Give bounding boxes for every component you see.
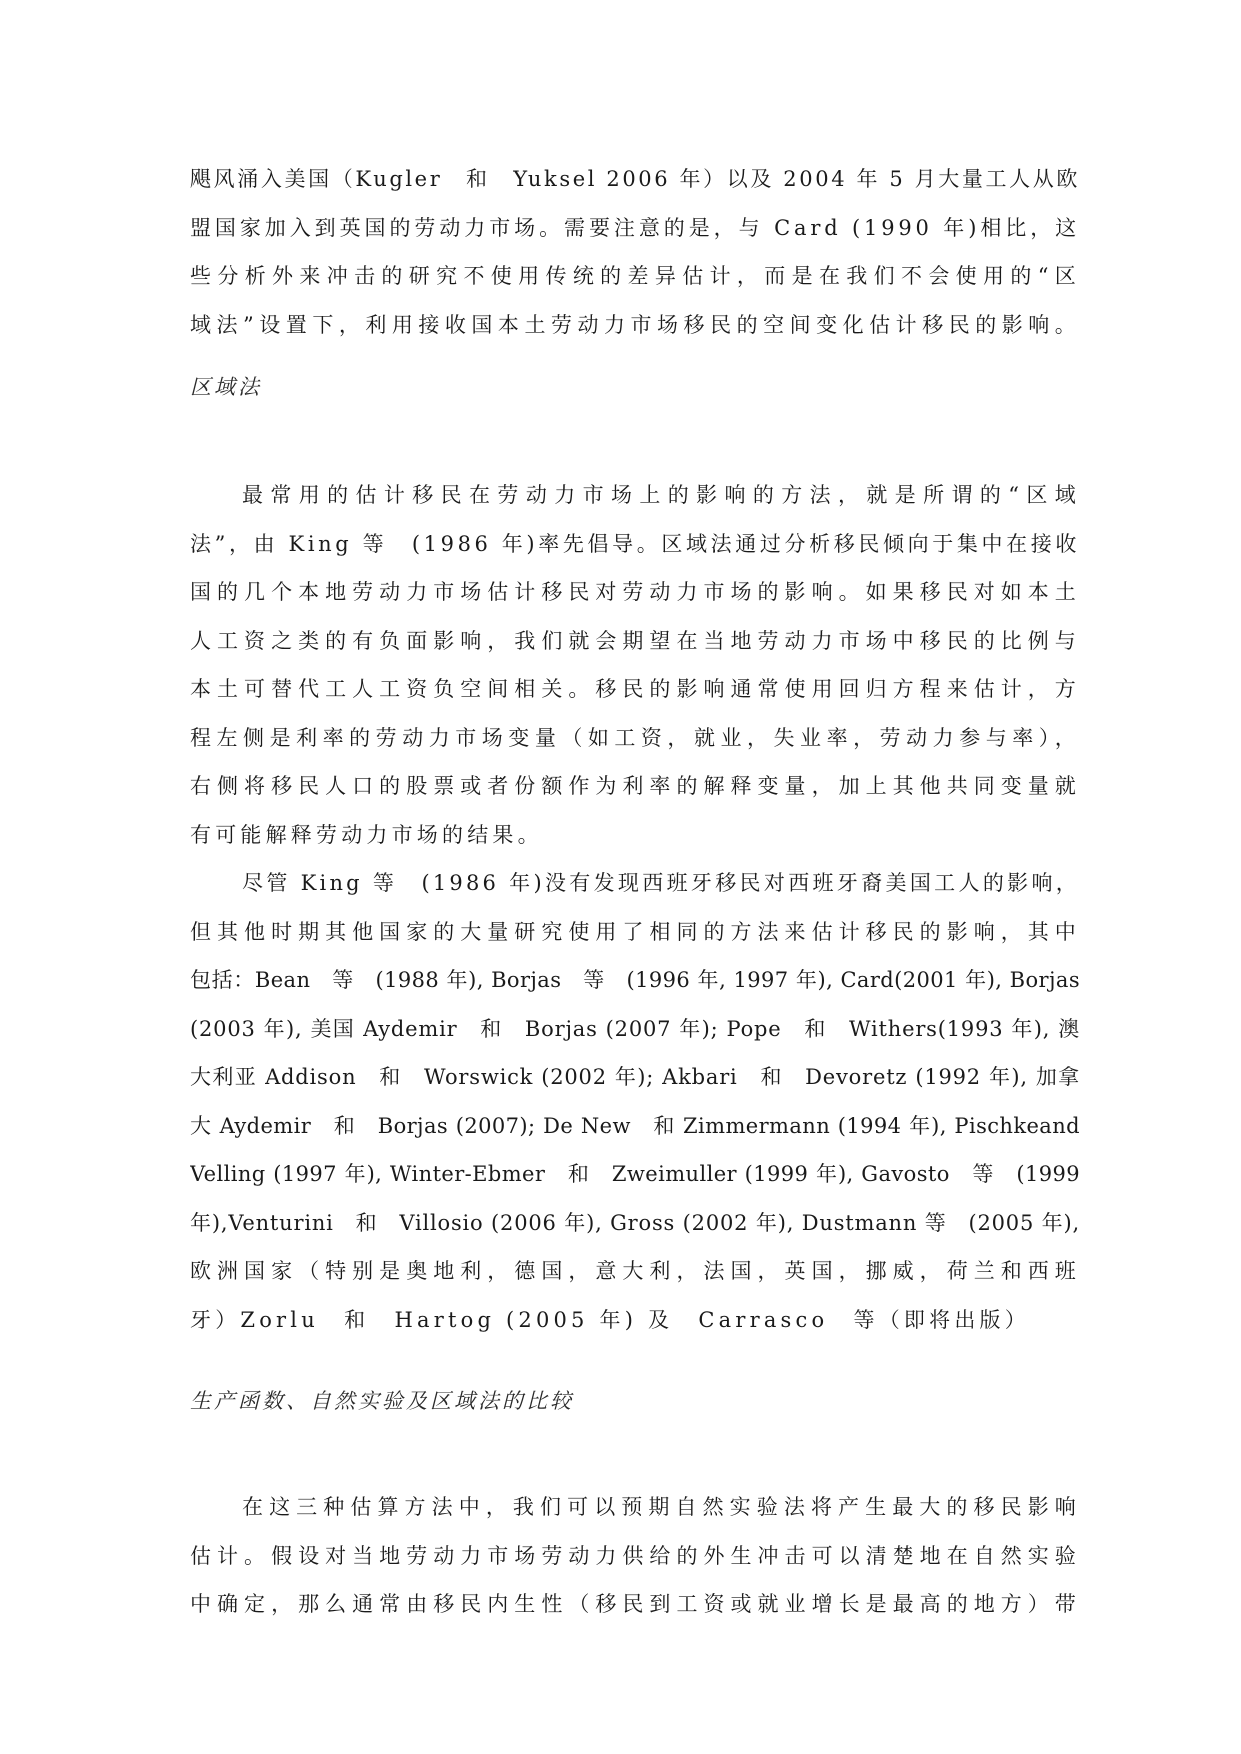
paragraph-3 xyxy=(190,859,1080,1344)
text-line: 中确定，那么通常由移民内生性（移民到工资或就业增长是最高的地方）带 xyxy=(190,1592,1080,1616)
text-line: 法”，由 King 等 (1986 年)率先倡导。区域法通过分析移民倾向于集中在接收 xyxy=(190,531,1080,556)
section-heading-regional-method: 区域法 xyxy=(190,375,262,399)
text-line: 盟国家加入到英国的劳动力市场。需要注意的是，与 Card (1990 年)相比，这 xyxy=(190,215,1080,240)
paragraph-1 xyxy=(190,155,1080,349)
text-line: 牙）Zorlu 和 Hartog (2005 年) 及 Carrasco 等（即将出版） xyxy=(190,1307,1030,1332)
text-line: (2003 年), 美国 Aydemir 和 Borjas (2007 年); Pope 和 Withers(1993 年), 澳 xyxy=(190,1016,1080,1041)
paragraph-4 xyxy=(190,1483,1080,1629)
text-line: 包括：Bean 等 (1988 年), Borjas 等 (1996 年, 1997 年), Card(2001 年), Borjas xyxy=(190,968,1080,992)
section-heading-comparison: 生产函数、自然实验及区域法的比较 xyxy=(190,1389,574,1413)
text-line: 大利亚 Addison 和 Worswick (2002 年); Akbari 和 Devoretz (1992 年), 加拿 xyxy=(190,1065,1080,1089)
text-line: 估计。假设对当地劳动力市场劳动力供给的外生冲击可以清楚地在自然实验 xyxy=(190,1543,1080,1568)
text-line: 欧洲国家（特别是奥地利，德国，意大利，法国，英国，挪威，荷兰和西班 xyxy=(190,1259,1080,1283)
text-line: 年),Venturini 和 Villosio (2006 年), Gross (2002 年), Dustmann 等 (2005 年), xyxy=(190,1210,1080,1235)
text-line: 本土可替代工人工资负空间相关。移民的影响通常使用回归方程来估计，方 xyxy=(190,677,1080,701)
text-line: 右侧将移民人口的股票或者份额作为利率的解释变量，加上其他共同变量就 xyxy=(190,774,1080,798)
text-line: Velling (1997 年), Winter-Ebmer 和 Zweimuller (1999 年), Gavosto 等 (1999 xyxy=(190,1162,1080,1186)
text-line: 人工资之类的有负面影响，我们就会期望在当地劳动力市场中移民的比例与 xyxy=(190,628,1080,653)
paragraph-2 xyxy=(190,471,1080,859)
text-line: 大 Aydemir 和 Borjas (2007); De New 和 Zimmermann (1994 年), Pischkeand xyxy=(190,1113,1080,1138)
text-line: 飓风涌入美国（Kugler 和 Yuksel 2006 年）以及 2004 年 5 月大量工人从欧 xyxy=(190,167,1080,191)
text-line: 程左侧是利率的劳动力市场变量（如工资，就业，失业率，劳动力参与率）， xyxy=(190,725,1080,750)
text-line: 最常用的估计移民在劳动力市场上的影响的方法，就是所谓的“区域 xyxy=(242,483,1080,507)
text-line: 但其他时期其他国家的大量研究使用了相同的方法来估计移民的影响，其中 xyxy=(190,919,1080,944)
text-line: 些分析外来冲击的研究不使用传统的差异估计，而是在我们不会使用的“区 xyxy=(190,264,1080,288)
text-line: 有可能解释劳动力市场的结果。 xyxy=(190,822,543,847)
text-line: 在这三种估算方法中，我们可以预期自然实验法将产生最大的移民影响 xyxy=(242,1495,1080,1519)
text-line: 域法”设置下，利用接收国本土劳动力市场移民的空间变化估计移民的影响。 xyxy=(190,312,1080,337)
text-line: 尽管 King 等 (1986 年)没有发现西班牙移民对西班牙裔美国工人的影响， xyxy=(242,871,1080,895)
text-line: 国的几个本地劳动力市场估计移民对劳动力市场的影响。如果移民对如本土 xyxy=(190,580,1080,604)
